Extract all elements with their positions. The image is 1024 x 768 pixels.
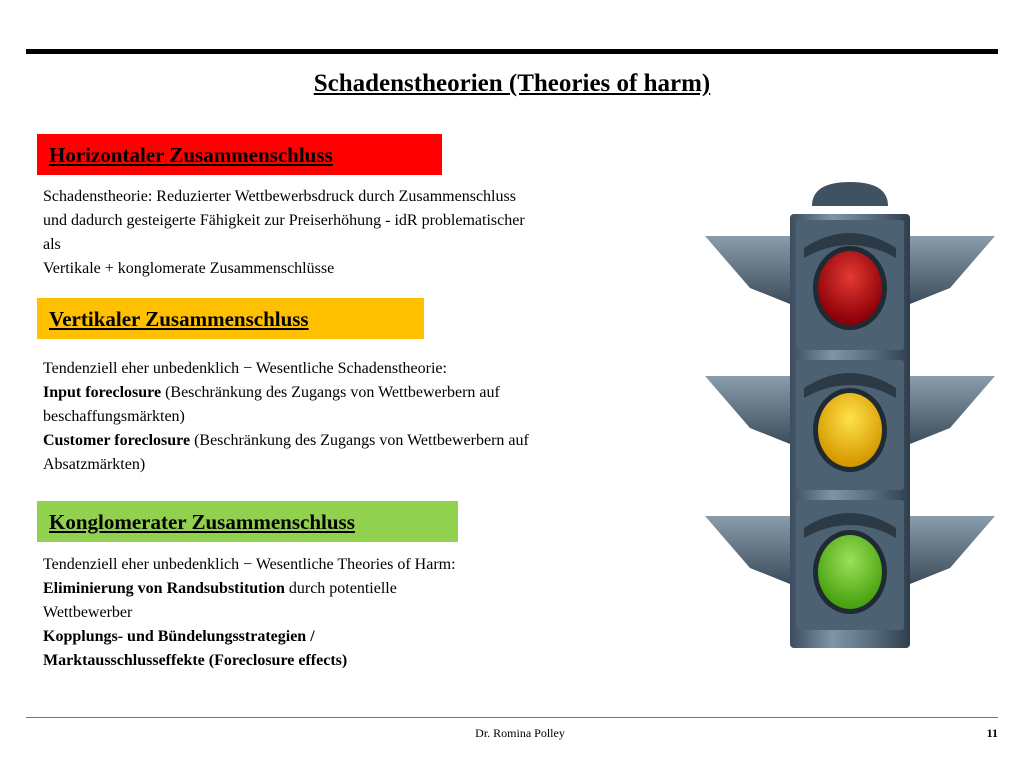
- text-line: Absatzmärkten): [43, 456, 146, 473]
- slide-title: Schadenstheorien (Theories of harm): [313, 70, 711, 97]
- text-line: Schadenstheorie: Reduzierter Wettbewerbsdruck durch Zusammenschluss: [43, 188, 516, 205]
- section-header-horizontal: Horizontaler Zusammenschluss: [37, 134, 442, 175]
- page-number: 11: [986, 726, 998, 740]
- section-text-horizontal: [43, 185, 663, 281]
- bold-term: Input foreclosure: [43, 384, 162, 401]
- text-line: Eliminierung von Randsubstitution durch potentielle: [43, 580, 397, 597]
- text-line: Customer foreclosure (Beschränkung des Zugangs von Wettbewerbern auf: [43, 432, 529, 449]
- section-text-conglomerate: [43, 553, 663, 673]
- bold-term: Eliminierung von Randsubstitution: [43, 580, 285, 597]
- text-line: Tendenziell eher unbedenklich − Wesentliche Theories of Harm:: [43, 556, 456, 573]
- text-line: beschaffungsmärkten): [43, 408, 185, 425]
- bold-term: Marktausschlusseffekte (Foreclosure effects): [43, 652, 348, 669]
- section-header-vertical: Vertikaler Zusammenschluss: [37, 298, 424, 339]
- traffic-light-icon: [700, 178, 1000, 648]
- text-line: als: [43, 236, 61, 253]
- section-text-vertical: [43, 357, 663, 477]
- text-line: und dadurch gesteigerte Fähigkeit zur Preiserhöhung - idR problematischer: [43, 212, 525, 229]
- top-rule: [26, 49, 998, 54]
- bold-term: Kopplungs- und Bündelungsstrategien /: [43, 628, 315, 645]
- text-line: Wettbewerber: [43, 604, 133, 621]
- text-line: Input foreclosure (Beschränkung des Zugangs von Wettbewerbern auf: [43, 384, 500, 401]
- text-line: [43, 649, 663, 673]
- footer-author: Dr. Romina Polley: [475, 726, 565, 740]
- bold-term: Customer foreclosure: [43, 432, 191, 449]
- text-line: Tendenziell eher unbedenklich − Wesentliche Schadenstheorie:: [43, 360, 447, 377]
- section-header-conglomerate: Konglomerater Zusammenschluss: [37, 501, 458, 542]
- text-line: Vertikale + konglomerate Zusammenschlüsse: [43, 260, 335, 277]
- bottom-rule: [26, 717, 998, 718]
- text-line: [43, 625, 663, 649]
